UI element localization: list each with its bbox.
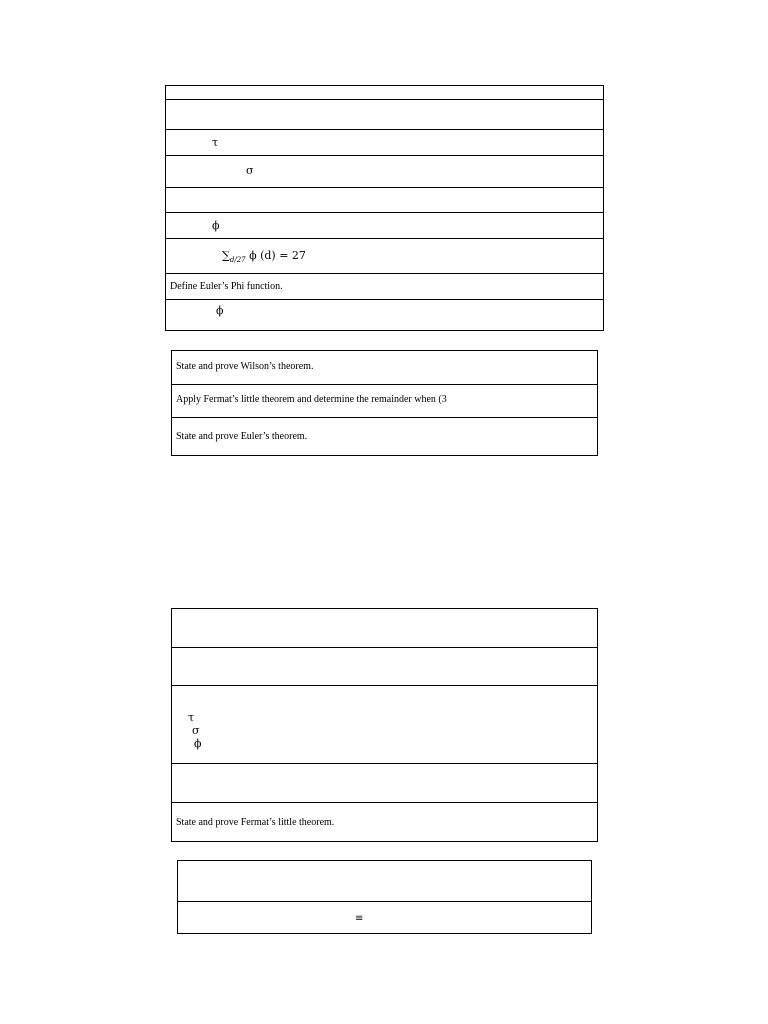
table-row <box>166 155 603 187</box>
question-table-2 <box>171 350 598 456</box>
table-row <box>166 187 603 212</box>
table-row <box>166 129 603 155</box>
question-text: Define Euler’s Phi function. <box>170 281 283 292</box>
table-row <box>166 212 603 238</box>
sum-symbol: ∑ <box>222 249 230 262</box>
table-row <box>172 802 597 843</box>
table-row <box>178 861 591 901</box>
sigma-symbol: σ <box>192 724 200 737</box>
table-row <box>166 99 603 129</box>
table-row <box>172 763 597 802</box>
question-table-1 <box>165 85 604 331</box>
table-row <box>172 647 597 685</box>
tau-symbol: τ <box>188 711 195 724</box>
table-row <box>172 384 597 417</box>
phi-symbol: ϕ <box>212 219 220 232</box>
question-table-4 <box>177 860 592 934</box>
table-row <box>172 609 597 647</box>
phi-symbol: ϕ <box>194 737 202 750</box>
phi-symbol: ϕ <box>216 304 224 317</box>
table-row <box>166 299 603 332</box>
table-row <box>166 273 603 299</box>
sigma-symbol: σ <box>246 164 254 177</box>
table-row <box>166 238 603 273</box>
table-row <box>172 351 597 384</box>
table-row <box>172 417 597 457</box>
question-text: State and prove Wilson’s theorem. <box>176 361 314 372</box>
table-row <box>178 901 591 935</box>
question-table-3 <box>171 608 598 842</box>
tau-symbol: τ <box>212 136 219 149</box>
sum-expression: ϕ (d) = 27 <box>245 249 306 262</box>
question-text: Apply Fermat’s little theorem and determine the remainder when (3 <box>176 394 447 405</box>
question-text: State and prove Euler’s theorem. <box>176 431 308 442</box>
question-text: State and prove Fermat’s little theorem. <box>176 817 335 828</box>
table-row <box>166 86 603 99</box>
table-row <box>172 685 597 763</box>
congruence-symbol: ≡ <box>355 913 364 924</box>
phi-sum-equation <box>222 249 306 267</box>
sum-subscript: d/27 <box>229 256 246 265</box>
